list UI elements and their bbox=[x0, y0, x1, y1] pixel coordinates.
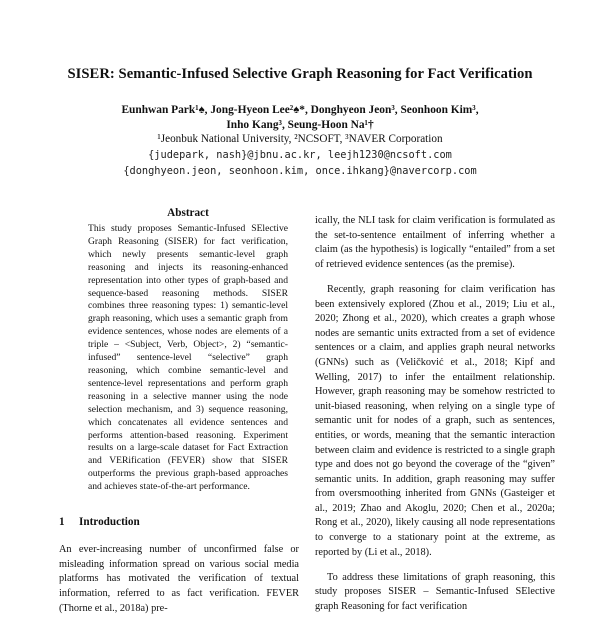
introduction-body bbox=[59, 533, 299, 627]
email-line-2: {donghyeon.jeon, seonhoon.kim, once.ihkang}@navercorp.com bbox=[123, 165, 477, 177]
authors-line-2: Inho Kang³, Seung-Hoon Na¹† bbox=[226, 119, 374, 131]
right-paragraph-2: Recently, graph reasoning for claim verification has been extensively explored (Zhou et al., 2019; Liu et al., 2020; Zhong et al., 2020), which creates a graph whose nodes are semantic units extracted from a set of evidence sentences or a claim, and applies graph neural networks (GNNs) such as (Veličković et al., 2018; Kipf and Welling, 2017) to infer the entailment relationship. However, graph reasoning may be somehow restricted to unit-biased reasoning, when relying on a single type of semantic unit for nodes of a graph, such as sentences, entities, or words, meaning that the semantic interaction between claim and evidence is restricted to a single graph type and does not go beyond the coverage of the “given” semantic units. In addition, graph reasoning may suffer from oversmoothing inherited from GNNs (Gasteiger et al., 2019; Zhao and Akoglu, 2020; Chen et al., 2020a; Rong et al., 2020), likely causing all node representations to converge to a stationary point at the extreme, as reported by (Li et al., 2018). bbox=[315, 283, 555, 558]
authors-line-1: Eunhwan Park¹♠, Jong-Hyeon Lee²♠*, Donghyeon Jeon³, Seonhoon Kim³, bbox=[121, 104, 479, 116]
email-line-1: {judepark, nash}@jbnu.ac.kr, leejh1230@ncsoft.com bbox=[148, 149, 452, 161]
abstract-text: This study proposes Semantic-Infused SElective Graph Reasoning (SISER) for fact verification, which newly presents semantic-level graph reasoning and injects its reasoning-enhanced representation into other types of graph-based and sequence-based reasoning methods. SISER combines three reasoning types: 1) semantic-level graph reasoning, which uses a semantic graph from evidence sentences, whose nodes are elements of a triple – <Subject, Verb, Object>, 2) “semantic-infused” sentence-level “selective” graph reasoning, which combine semantic-level and sentence-level representations and perform graph reasoning in a selective manner using the node selection mechanism, and 3) sequence reasoning, which concatenates all evidence sentences and performs attention-based reasoning. Experiment results on a large-scale dataset for Fact Extraction and VERification (FEVER) show that SISER outperforms the previous graph-based approaches and achieves state-of-the-art performance. bbox=[88, 223, 288, 493]
right-paragraph-1: ically, the NLI task for claim verification is formulated as the set-to-sentence entailment of inferring whether a claim (as the hypothesis) is logically “entailed” from a set of retrieved evidence sentences (as the premise). bbox=[315, 215, 555, 271]
right-column bbox=[315, 204, 555, 625]
section-title: Introduction bbox=[79, 516, 140, 528]
section-heading-introduction bbox=[59, 516, 140, 528]
affiliations: ¹Jeonbuk National University, ²NCSOFT, ³NAVER Corporation bbox=[157, 133, 443, 145]
section-number: 1 bbox=[59, 516, 65, 528]
paper-title: SISER: Semantic-Infused Selective Graph Reasoning for Fact Verification bbox=[67, 66, 533, 82]
abstract-heading: Abstract bbox=[167, 207, 209, 219]
abstract-body bbox=[88, 223, 288, 494]
introduction-text: An ever-increasing number of unconfirmed false or misleading information spread on various social media platforms has motivated the verification of textual information, referred to as fact verification. FEVER (Thorne et al., 2018a) pre- bbox=[59, 544, 299, 614]
author-list bbox=[0, 103, 600, 133]
right-paragraph-3: To address these limitations of graph reasoning, this study proposes SISER – Semantic-Infused SElective graph Reasoning for fact verification bbox=[315, 571, 555, 612]
